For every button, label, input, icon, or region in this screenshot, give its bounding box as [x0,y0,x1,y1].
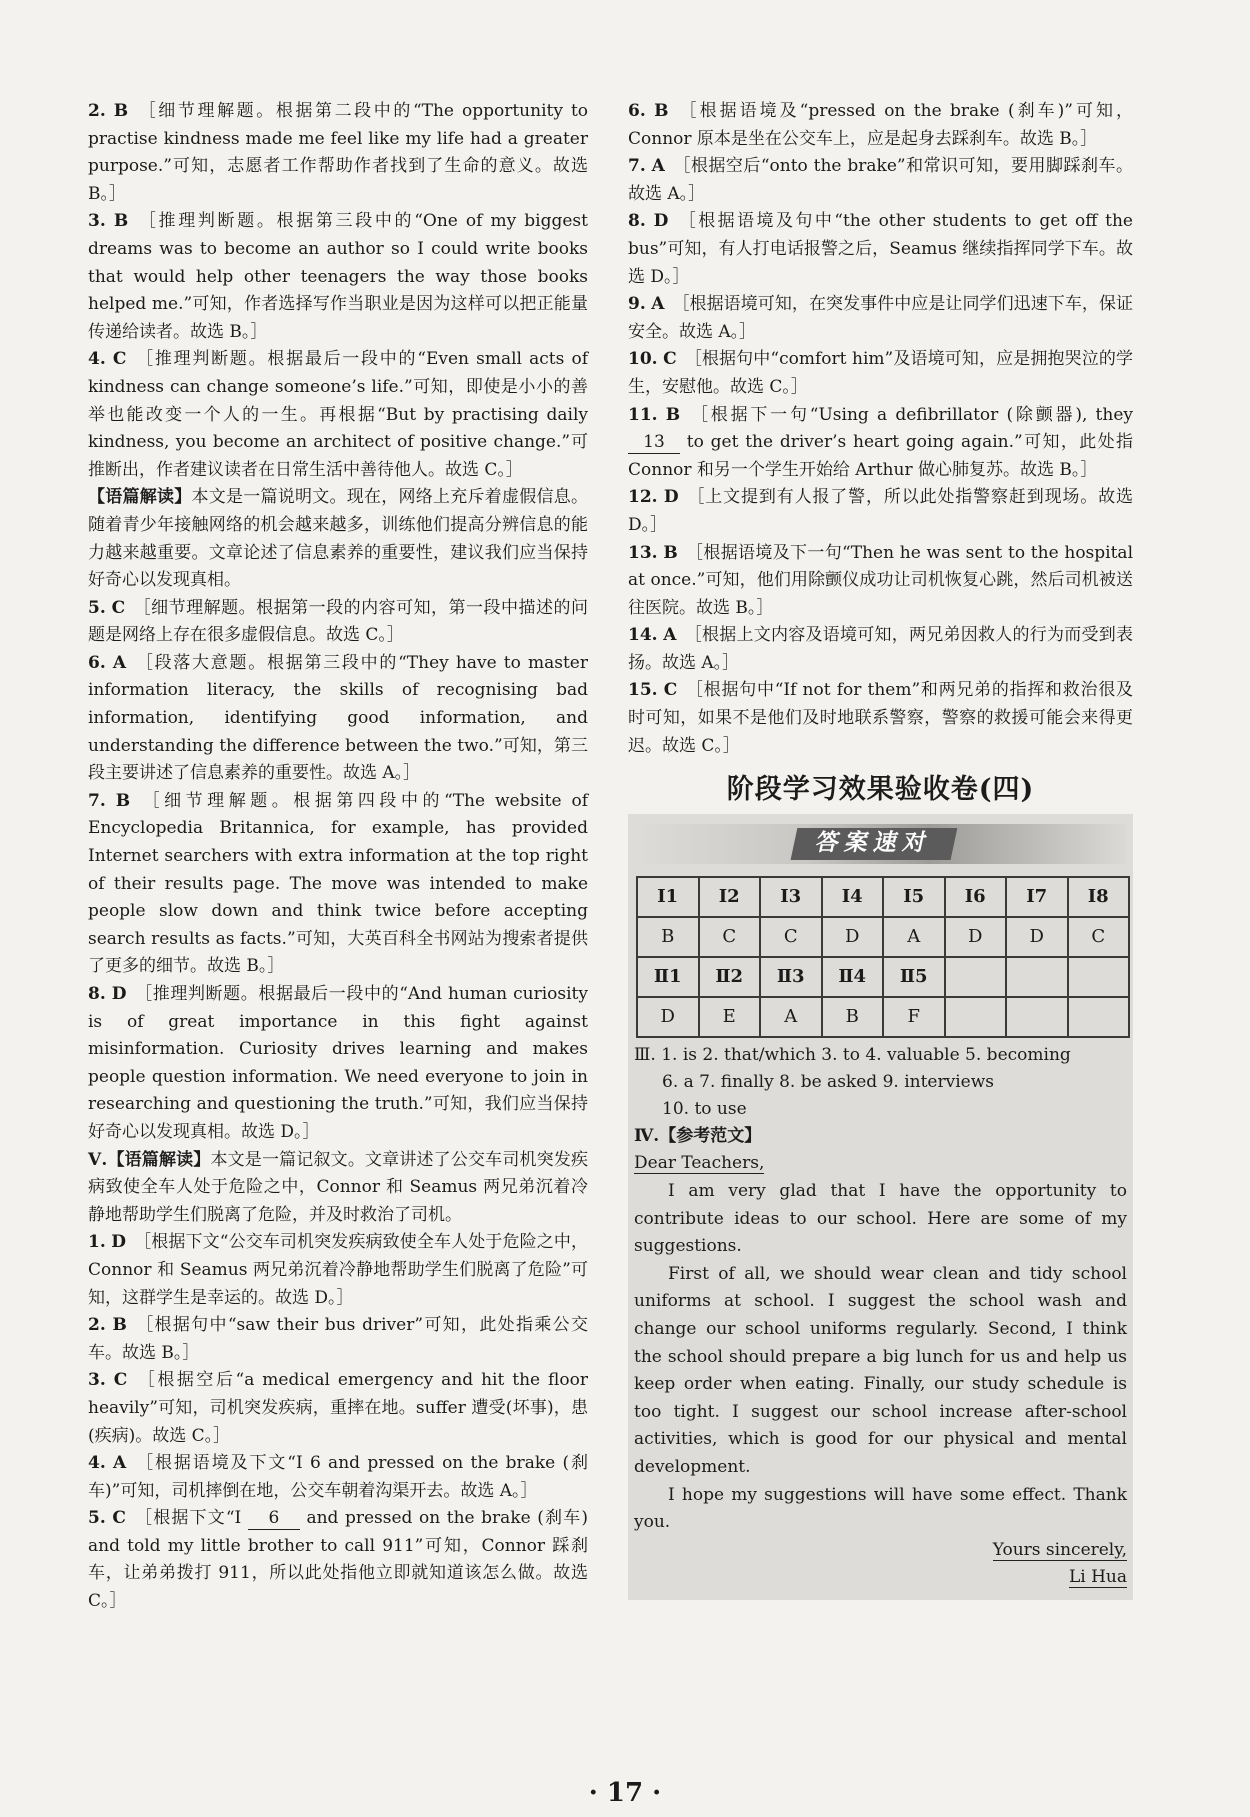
item-number: 3. [88,1370,106,1391]
table-header-cell [1068,957,1130,997]
item-answer: B [115,790,131,811]
passage-analysis-v: Ⅴ.【语篇解读】本文是一篇记叙文。文章讲述了公交车司机突发疾病致使全车人处于危险之中，Connor 和 Seamus 两兄弟沉着冷静地帮助学生们脱离了危险，并及时救治了司机。 [88,1149,589,1225]
item-answer: A [651,156,665,177]
answer-item [628,291,1133,346]
item-number: 8. [628,211,646,232]
table-answer-cell [1068,997,1130,1037]
essay-paragraph: I am very glad that I have the opportunity to contribute ideas to our school. Here are some of my suggestions. [634,1181,1127,1257]
item-explanation: ［上文提到有人报了警，所以此处指警察赶到现场。故选 D。］ [628,487,1134,535]
item-answer: A [113,1453,127,1474]
item-explanation: ［根据句中“saw their bus driver”可知，此处指乘公交车。故选 B。］ [88,1315,588,1363]
item-number: 2. [88,101,106,121]
item-explanation: ［细节理解题。根据第一段的内容可知，第一段中描述的问题是网络上存在很多虚假信息。故选 C。］ [88,597,589,646]
item-answer: B [112,1315,127,1336]
answer-table [636,876,1130,1038]
item-answer: C [113,1370,128,1391]
answer-item [88,1229,588,1312]
item-answer: C [663,349,677,370]
item-explanation: ［根据语境及下文“I 6 and pressed on the brake (刹车)”可知，司机摔倒在地，公交车朝着沟渠开去。故选 A。］ [88,1453,588,1501]
answer-item [628,98,1133,153]
table-answer-cell: C [699,917,761,957]
item-number: 15. [628,680,658,701]
item-answer: D [111,984,127,1004]
item-number: 3. [88,211,106,232]
item-number: 4. [88,1453,106,1474]
essay-label: Ⅳ.【参考范文】 [634,1125,762,1146]
item-number: 8. [88,984,106,1004]
table-header-cell [1006,957,1068,997]
item-number: 14. [628,625,658,646]
item-answer: D [111,1232,127,1253]
essay-signature: Li Hua [1068,1567,1127,1588]
item-answer: B [663,542,678,563]
item-answer: A [663,625,677,646]
item-number: 10. [628,349,658,370]
table-answer-cell: D [1006,917,1068,957]
item-explanation: ［根据上文内容及语境可知，两兄弟因救人的行为而受到表扬。故选 A。］ [628,625,1133,673]
table-header-cell: Ⅰ1 [637,877,699,917]
answer-item [628,346,1133,401]
answer-item [88,98,588,208]
answer-item [628,677,1133,760]
item-answer: A [112,652,127,673]
item-explanation: ［根据语境及“pressed on the brake (刹车)”可知，Connor 原本是坐在公交车上，应是起身去踩刹车。故选 B。］ [628,101,1133,149]
table-answer-cell: D [637,997,699,1037]
answer-item [628,622,1133,677]
answer-key-box: 答案速对 Ⅰ1 Ⅰ2 Ⅰ3 Ⅰ4 Ⅰ5 Ⅰ6 Ⅰ7 Ⅰ8 B C C D A D D C Ⅱ1 Ⅱ2 Ⅱ3 Ⅱ4 Ⅱ5 D E A B F Ⅲ. 1. is 2. that/which 3. to 4. valuable 5. becoming 6. a 7. finally 8. be asked 9. interviews 10. to use Ⅳ.【参考范文】 Dear Teachers, I am very glad that I have the opportunity to contribute ideas to our school. Here are some of my suggestions. First of all, we should wear clean and tidy school uniforms at school. I suggest the school wash and change our school uniforms regularly. Second, I think the school should prepare a big lunch for us and help us keep order when eating. Finally, our study schedule is too tight. I suggest our school increase after-school activities, which is good for our physical and mental development. I hope my suggestions will have some effect. Thank you. Yours sincerely, Li Hua [628,814,1133,1600]
table-answer-cell: F [883,997,945,1037]
item-answer: B [113,211,129,232]
table-header-cell: Ⅱ2 [699,957,761,997]
table-answer-cell: A [760,997,822,1037]
answer-item [88,788,588,981]
item-answer: C [111,597,126,618]
item-explanation: ［段落大意题。根据第三段中的“They have to master information literacy, the skills of recognising bad information, identifying good information, and understanding the difference between the two.”可知，第三段主要讲述了信息素养的重要性。故选 A。］ [88,652,588,784]
item-explanation: ［推理判断题。根据最后一段中的“Even small acts of kindness can change someone’s life.”可知，即使是小小的善举也能改变一个人的一生。再根据“But by practising daily kindness, you become an architect of positive change.”可推断出，作者建议读者在日常生活中善待他人。故选 C。］ [88,349,588,480]
answer-item [88,981,588,1147]
table-header-cell: Ⅰ4 [822,877,884,917]
item-number: 13. [628,542,658,563]
table-header-cell: Ⅱ1 [637,957,699,997]
item-explanation: ［根据下文“公交车司机突发疾病致使全车人处于危险之中，Connor 和 Seamus 两兄弟沉着冷静地帮助学生们脱离了危险”可知，这群学生是幸运的。故选 D。］ [88,1232,588,1308]
answer-item [88,1450,588,1505]
item-explanation: ［根据空后“onto the brake”和常识可知，要用脚踩刹车。故选 A。］ [628,156,1133,204]
table-answer-cell [1006,997,1068,1037]
item-number: 5. [88,597,106,618]
blank-line: 13 [628,431,680,454]
answer-item [628,153,1133,208]
item-answer: C [112,349,127,370]
item-answer: B [654,101,669,121]
table-header-cell: Ⅰ2 [699,877,761,917]
table-header-cell: Ⅱ5 [883,957,945,997]
table-answer-cell: C [760,917,822,957]
item-answer: D [663,487,679,508]
answer-item [88,346,588,484]
item-number: 7. [628,156,646,177]
answer-item [628,540,1133,623]
answer-item [628,208,1133,291]
table-header-cell: Ⅱ3 [760,957,822,997]
essay-paragraph: I hope my suggestions will have some effect. Thank you. [634,1484,1127,1533]
table-answer-cell: E [699,997,761,1037]
answer-item [88,650,588,788]
table-answer-cell: A [883,917,945,957]
item-number: 4. [88,349,106,370]
table-answer-cell: B [637,917,699,957]
item-answer: B [113,101,129,121]
item-number: 6. [88,652,106,673]
table-answer-cell [945,997,1007,1037]
item-number: 6. [628,101,646,121]
exam-title: 阶段学习效果验收卷(四) [726,774,1035,806]
item-explanation: ［细节理解题。根据第二段中的“The opportunity to practise kindness made me feel like my life had a greater purpose.”可知，志愿者工作帮助作者找到了生命的意义。故选 B。］ [88,101,589,204]
table-header-cell: Ⅱ4 [822,957,884,997]
table-answer-cell: B [822,997,884,1037]
item-number: 9. [628,294,646,315]
table-header-cell [945,957,1007,997]
table-header-cell: Ⅰ7 [1006,877,1068,917]
essay-greeting: Dear Teachers, [634,1153,765,1174]
blank-line: 6 [248,1507,300,1530]
item-explanation: ［根据语境可知，在突发事件中应是让同学们迅速下车，保证安全。故选 A。］ [628,294,1134,342]
item-number: 7. [88,790,106,811]
item-number: 1. [88,1232,106,1253]
banner-title: 答案速对 [791,828,958,860]
table-answer-cell: D [945,917,1007,957]
answer-item [88,208,588,346]
table-answer-cell: C [1068,917,1130,957]
item-answer: C [663,680,678,701]
essay-closing: Yours sincerely, [992,1539,1127,1560]
answer-item [88,595,588,650]
essay-paragraph: First of all, we should wear clean and tidy school uniforms at school. I suggest the school wash and change our school uniforms regularly. Second, I think the school should prepare a big lunch for us and help us keep order when eating. Finally, our study schedule is too tight. I suggest our school increase after-school activities, which is good for our physical and mental development. [634,1263,1127,1477]
answer-item [88,1312,588,1367]
table-header-cell: Ⅰ6 [945,877,1007,917]
table-header-cell: Ⅰ8 [1068,877,1130,917]
answer-item [88,1367,588,1450]
item-answer: D [653,211,669,232]
page-number: · 17 · [588,1778,662,1808]
answer-item: 5. C ［根据下文“I 6 and pressed on the brake (刹车) and told my little brother to call 911”可知，Connor 踩刹车，让弟弟拨打 911，所以此处指他立即就知道该怎么做。故选 C。］ [88,1508,589,1612]
item-explanation: ［推理判断题。根据最后一段中的“And human curiosity is of great importance in this fight against misinformation. Curiosity drives learning and makes people question information. We need everyone to join in researching and questioning the truth.”可知，我们应当保持好奇心以发现真相。故选 D。］ [88,984,588,1142]
table-header-cell: Ⅰ5 [883,877,945,917]
item-explanation: ［根据空后“a medical emergency and hit the floor heavily”可知，司机突发疾病，重摔在地。suffer 遭受(坏事)，患(疾病)。故选 C。］ [88,1370,588,1446]
item-explanation: ［根据语境及下一句“Then he was sent to the hospital at once.”可知，他们用除颤仪成功让司机恢复心跳，然后司机被送往医院。故选 B。］ [628,542,1134,618]
table-answer-cell: D [822,917,884,957]
answer-item [628,484,1133,539]
item-number: 12. [628,487,658,508]
table-header-cell: Ⅰ3 [760,877,822,917]
item-answer: A [651,294,665,315]
answer-item: 11. B ［根据下一句“Using a defibrillator (除颤器), they 13 to get the driver’s heart going again.”可知，此处指 Connor 和另一个学生开始给 Arthur 做心肺复苏。故选 B。］ [628,404,1134,480]
item-explanation: ［根据语境及句中“the other students to get off the bus”可知，有人打电话报警之后，Seamus 继续指挥同学下车。故选 D。］ [628,211,1133,287]
item-explanation: ［细节理解题。根据第四段中的“The website of Encyclopedia Britannica, for example, has provided Internet searchers with extra information at the top right of their results page. The move was intended to make people slow down and think twice before accepting search results as facts.”可知，大英百科全书网站为搜索者提供了更多的细节。故选 B。］ [88,790,588,977]
fill-answers: Ⅲ. 1. is 2. that/which 3. to 4. valuable 5. becoming [634,1044,1071,1065]
passage-analysis-c: 【语篇解读】本文是一篇说明文。现在，网络上充斥着虚假信息。随着青少年接触网络的机会越来越多，训练他们提高分辨信息的能力越来越重要。文章论述了信息素养的重要性，建议我们应当保持好奇心以发现真相。 [88,487,588,591]
left-column [88,98,588,1616]
item-explanation: ［推理判断题。根据第三段中的“One of my biggest dreams was to become an author so I could write books that would help other teenagers the way those books helped me.”可知，作者选择写作当职业是因为这样可以把正能量传递给读者。故选 B。］ [88,211,588,342]
item-number: 2. [88,1315,106,1336]
item-explanation: ［根据句中“comfort him”及语境可知，应是拥抱哭泣的学生，安慰他。故选 C。］ [628,349,1134,397]
right-column [628,98,1133,1600]
answer-banner [634,824,1127,864]
item-explanation: ［根据句中“If not for them”和两兄弟的指挥和救治很及时可知，如果不是他们及时地联系警察，警察的救援可能会来得更迟。故选 C。］ [628,680,1134,756]
